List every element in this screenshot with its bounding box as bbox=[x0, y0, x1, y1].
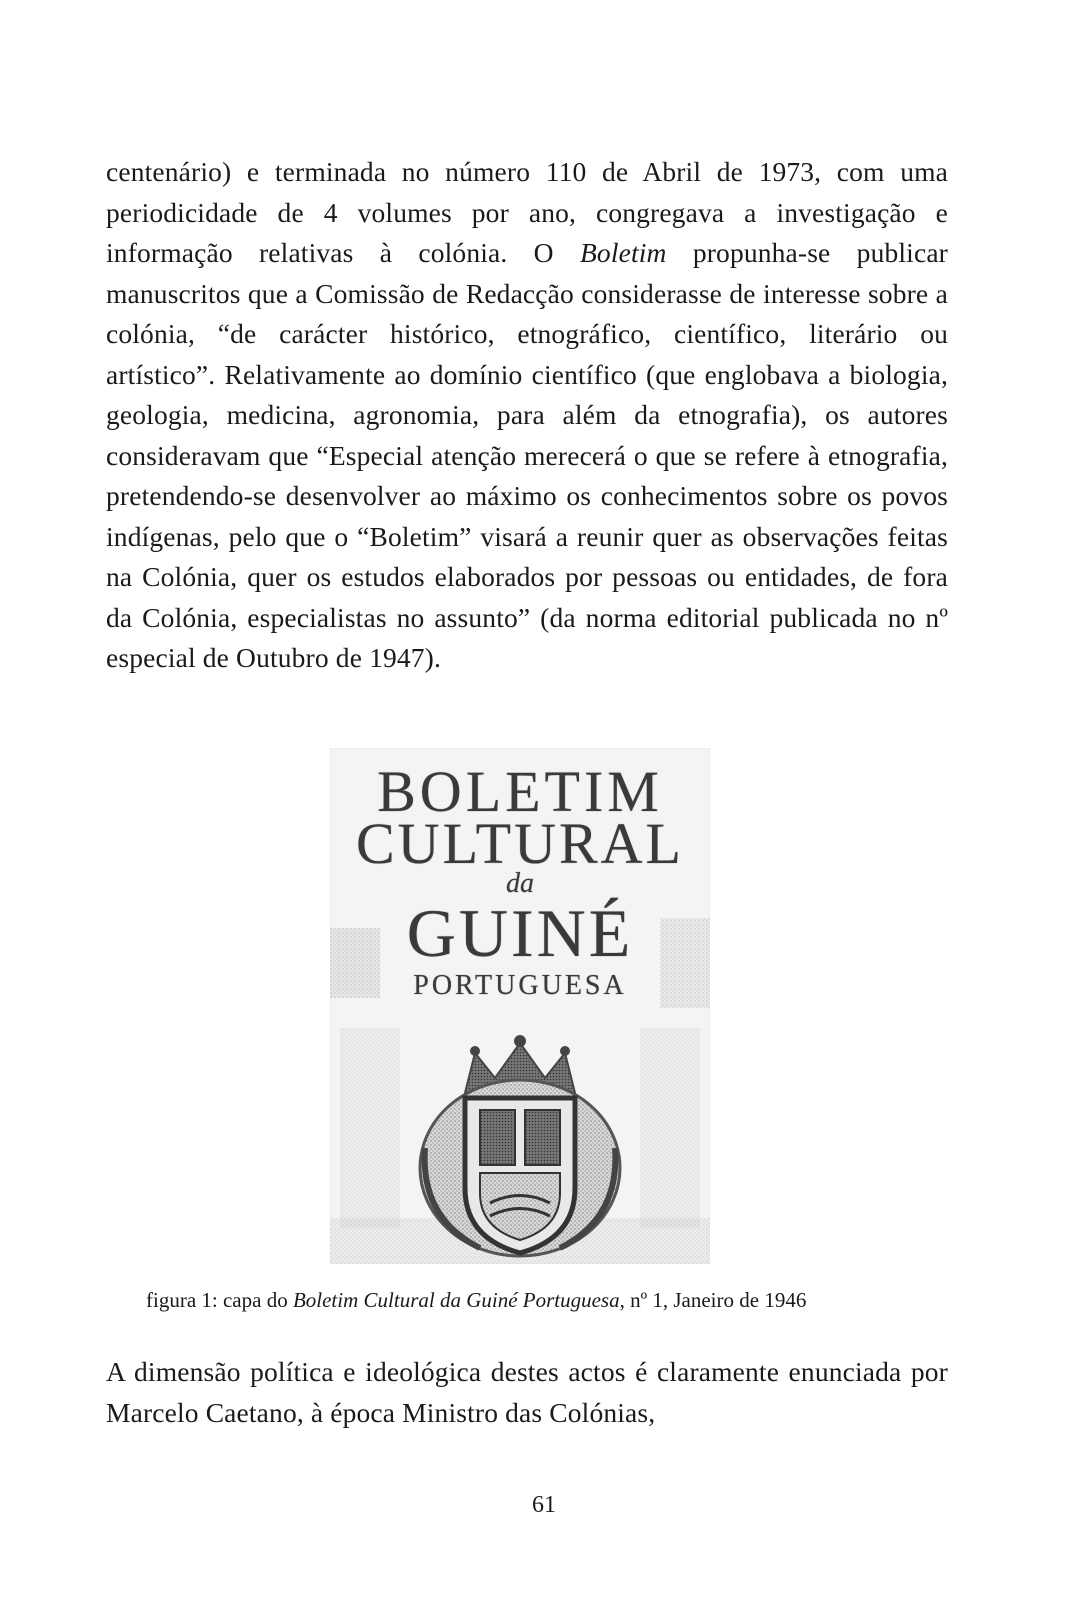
caption-italic-title: Boletim Cultural da Guiné Portuguesa bbox=[292, 1288, 620, 1312]
paragraph-bottom-text: A dimensão política e ideológica destes actos é claramente enunciada por Marcelo Caetano, à época Ministro das Colónias, bbox=[106, 1356, 948, 1428]
cover-title-da: da bbox=[506, 868, 534, 899]
figure-cover-image bbox=[330, 748, 710, 1264]
coat-of-arms-emblem bbox=[330, 748, 710, 1264]
cover-title-boletim: BOLETIM bbox=[377, 759, 663, 824]
caption-prefix: figura 1: capa do bbox=[146, 1288, 293, 1312]
body-paragraph-top bbox=[106, 152, 948, 679]
paragraph-italic-boletim: Boletim bbox=[579, 237, 667, 268]
page-number: 61 bbox=[532, 1492, 556, 1518]
caption-suffix: , nº 1, Janeiro de 1946 bbox=[619, 1288, 807, 1312]
paragraph-text-part1: centenário) e terminada no número 110 de Abril de 1973, com uma periodicidade de 4 volumes por ano, congregava a investigação e informação relativas à colónia. O bbox=[106, 156, 948, 268]
cover-title-guine: GUINÉ bbox=[406, 895, 634, 971]
cover-title-portuguesa: PORTUGUESA bbox=[413, 970, 627, 1001]
cover-title-cultural: CULTURAL bbox=[356, 811, 684, 876]
body-paragraph-bottom bbox=[106, 1352, 948, 1433]
figure-caption bbox=[146, 1285, 926, 1315]
paragraph-text-part2: propunha-se publicar manuscritos que a Comissão de Redacção considerasse de interesse sobre a colónia, “de carácter histórico, etnográfico, científico, literário ou artístico”. Relativamente ao domínio científico (que englobava a biologia, geologia, medicina, agronomia, para além da etnografia), os autores consideravam que “Especial atenção merecerá o que se refere à etnografia, pretendendo-se desenvolver ao máximo os conhecimentos sobre os povos indígenas, pelo que o “Boletim” visará a reunir quer as observações feitas na Colónia, quer os estudos elaborados por pessoas ou entidades, de fora da Colónia, especialistas no assunto” (da norma editorial publicada no nº especial de Outubro de 1947). bbox=[106, 237, 948, 673]
